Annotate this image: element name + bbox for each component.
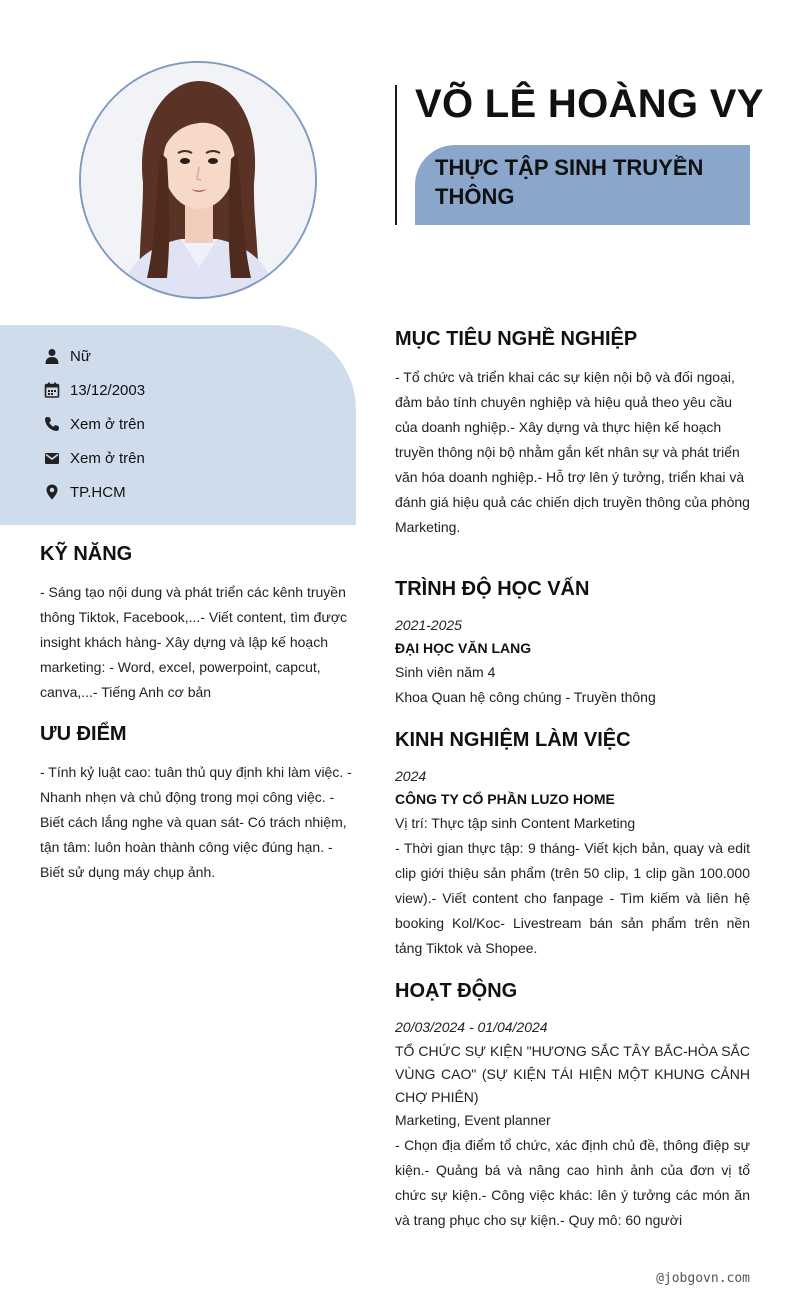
gender-value: Nữ xyxy=(70,347,91,365)
activities-role: Marketing, Event planner xyxy=(395,1112,551,1128)
education-period: 2021-2025 xyxy=(395,617,462,633)
activities-heading: HOẠT ĐỘNG xyxy=(395,980,518,1002)
job-title-banner xyxy=(415,145,750,225)
experience-heading: KINH NGHIỆM LÀM VIỆC xyxy=(395,729,631,751)
job-title: THỰC TẬP SINH TRUYỀN THÔNG xyxy=(435,155,704,209)
education-heading: TRÌNH ĐỘ HỌC VẤN xyxy=(395,578,590,600)
experience-period: 2024 xyxy=(395,768,427,784)
mail-icon xyxy=(44,450,60,466)
contact-gender xyxy=(44,346,91,366)
objective-heading: MỤC TIÊU NGHỀ NGHIỆP xyxy=(395,328,638,350)
contact-email xyxy=(44,448,145,468)
birthdate-value: 13/12/2003 xyxy=(70,381,146,399)
skills-heading: KỸ NĂNG xyxy=(40,543,133,565)
objective-text: - Tổ chức và triển khai các sự kiện nội bộ và đối ngoại, đảm bảo tính chuyên nghiệp và hiệu quả theo yêu cầu của doanh nghiệp.- Xây dựng và thực hiện kế hoạch truyền thông nội bộ nhằm gắn kết nhân sự và phát triển văn hóa doanh nghiệp.- Hỗ trợ lên ý tưởng, triển khai và đánh giá hiệu quả các chiến dịch truyền thông của phòng Marketing. xyxy=(395,369,750,535)
strengths-text: - Tính kỷ luật cao: tuân thủ quy định khi làm việc. - Nhanh nhẹn và chủ động trong mọi công việc. - Biết cách lắng nghe và quan sát- Có trách nhiệm, tận tâm: luôn hoàn thành công việc đúng hạn. - Biết sử dụng máy chụp ảnh. xyxy=(40,764,352,880)
contact-birthdate xyxy=(44,380,145,400)
experience-position: Vị trí: Thực tập sinh Content Marketing xyxy=(395,815,636,831)
location-value: TP.HCM xyxy=(70,483,126,501)
contact-location xyxy=(44,482,126,502)
location-pin-icon xyxy=(44,484,60,500)
contact-phone xyxy=(44,414,145,434)
education-school: ĐẠI HỌC VĂN LANG xyxy=(395,640,532,656)
name-divider xyxy=(395,85,397,225)
phone-value: Xem ở trên xyxy=(70,415,145,433)
profile-photo xyxy=(79,61,317,299)
portrait-illustration xyxy=(81,63,315,297)
skills-text: - Sáng tạo nội dung và phát triển các kênh truyền thông Tiktok, Facebook,...- Viết content, tìm được insight khách hàng- Xây dựng và lập kế hoạch marketing: - Word, excel, powerpoint, capcut, canva,...- Tiếng Anh cơ bản xyxy=(40,584,347,700)
phone-icon xyxy=(44,416,60,432)
person-icon xyxy=(44,348,60,364)
experience-description: - Thời gian thực tập: 9 tháng- Viết kịch bản, quay và edit clip giới thiệu sản phẩm (trên 50 clip, 1 clip gần 100.000 view).- Viết content cho fanpage - Tìm kiếm và liên hệ booking Kol/Koc- Livestream bán sản phẩm trên nền tảng Tiktok và Shopee. xyxy=(395,840,750,956)
activities-period: 20/03/2024 - 01/04/2024 xyxy=(395,1019,548,1035)
education-line-2: Khoa Quan hệ công chúng - Truyền thông xyxy=(395,689,656,705)
activities-description: - Chọn địa điểm tổ chức, xác định chủ đề, thông điệp sự kiện.- Quảng bá và nâng cao hình ảnh của đơn vị tổ chức sự kiện.- Công việc khác: lên ý tưởng các món ăn và trang phục cho sự kiện.- Quy mô: 60 người xyxy=(395,1137,750,1228)
watermark: @jobgovn.com xyxy=(656,1271,750,1286)
experience-company: CÔNG TY CỔ PHẦN LUZO HOME xyxy=(395,791,615,807)
candidate-name: VÕ LÊ HOÀNG VY xyxy=(415,82,764,126)
activities-event: TỔ CHỨC SỰ KIỆN "HƯƠNG SẮC TÂY BẮC-HÒA SẮC VÙNG CAO" (SỰ KIỆN TÁI HIỆN MỘT KHUNG CẢNH CHỢ PHIÊN) xyxy=(395,1043,750,1105)
calendar-icon xyxy=(44,382,60,398)
email-value: Xem ở trên xyxy=(70,449,145,467)
strengths-heading: ƯU ĐIỂM xyxy=(40,723,127,745)
education-line-1: Sinh viên năm 4 xyxy=(395,664,496,680)
